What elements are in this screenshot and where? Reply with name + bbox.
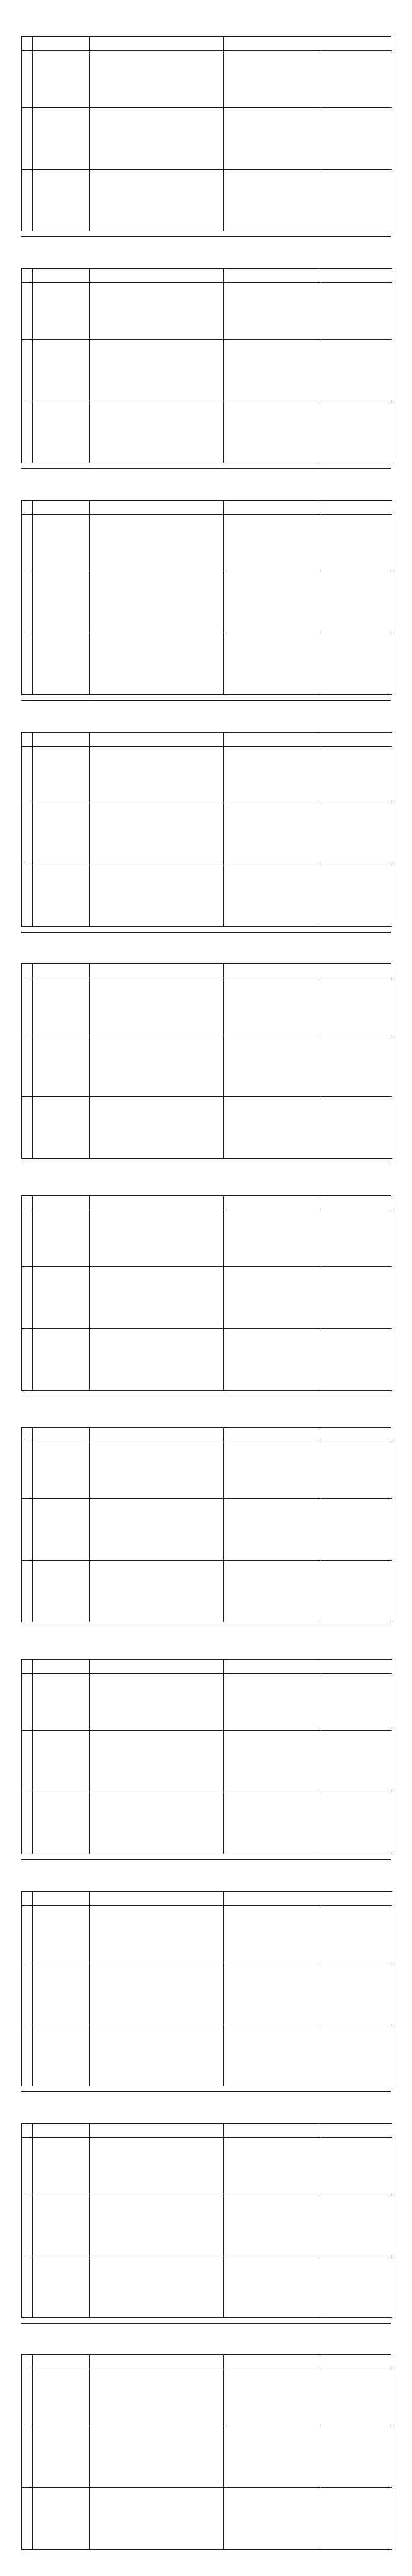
table-cell: [33, 1267, 90, 1329]
table-cell: [90, 1329, 224, 1391]
document-page: [21, 1195, 391, 1396]
table-cell: [321, 170, 392, 231]
table-column-header: [33, 1660, 90, 1674]
table-column-header: [33, 2355, 90, 2369]
table-cell: [22, 515, 33, 571]
table-row: [22, 865, 392, 927]
document-page: [21, 2123, 391, 2324]
table-header-row: [22, 37, 392, 51]
table-cell: [22, 283, 33, 340]
table-cell: [33, 515, 90, 571]
table-cell: [321, 1267, 392, 1329]
table-cell: [90, 2488, 224, 2550]
table-column-header: [90, 1428, 224, 1442]
table-row: [22, 1731, 392, 1792]
table-column-header: [33, 2124, 90, 2138]
table-row: [22, 1906, 392, 1962]
table-cell: [321, 1329, 392, 1391]
table-cell: [90, 1442, 224, 1499]
table-cell: [321, 2138, 392, 2194]
table-cell: [90, 1906, 224, 1962]
table-cell: [33, 865, 90, 927]
table-row: [22, 2369, 392, 2426]
table-cell: [33, 2138, 90, 2194]
table-cell: [90, 1731, 224, 1792]
table-column-header: [321, 2124, 392, 2138]
table-cell: [224, 2194, 321, 2256]
table-cell: [22, 2426, 33, 2488]
table-cell: [224, 1561, 321, 1622]
page-content: [21, 2123, 391, 2323]
table-cell: [33, 401, 90, 463]
table-column-header: [224, 37, 321, 51]
page-content: [21, 1196, 391, 1396]
table-cell: [22, 2256, 33, 2318]
table-cell: [321, 2256, 392, 2318]
table-cell: [22, 747, 33, 803]
table-cell: [321, 1499, 392, 1561]
regulation-table: [21, 1891, 392, 2086]
table-cell: [90, 1561, 224, 1622]
document-page: [21, 36, 391, 237]
table-cell: [224, 340, 321, 401]
table-cell: [33, 978, 90, 1035]
table-column-header: [321, 1196, 392, 1210]
table-row: [22, 283, 392, 340]
table-row: [22, 1561, 392, 1622]
table-column-header: [224, 1892, 321, 1906]
table-column-header: [22, 2355, 33, 2369]
document-page: [21, 1891, 391, 2092]
table-cell: [90, 978, 224, 1035]
table-row: [22, 2138, 392, 2194]
table-row: [22, 1035, 392, 1097]
table-cell: [90, 803, 224, 865]
table-cell: [33, 571, 90, 633]
page-content: [21, 1659, 391, 1859]
table-cell: [321, 1792, 392, 1854]
table-cell: [90, 51, 224, 108]
table-row: [22, 1674, 392, 1731]
table-row: [22, 1792, 392, 1854]
table-cell: [321, 1906, 392, 1962]
table-cell: [321, 1674, 392, 1731]
table-row: [22, 571, 392, 633]
table-column-header: [90, 2124, 224, 2138]
table-cell: [33, 108, 90, 170]
regulation-table: [21, 2123, 392, 2318]
table-column-header: [90, 1892, 224, 1906]
regulation-table: [21, 2355, 392, 2550]
table-cell: [321, 1561, 392, 1622]
table-cell: [321, 1097, 392, 1159]
table-column-header: [321, 1660, 392, 1674]
table-cell: [90, 2138, 224, 2194]
table-row: [22, 633, 392, 695]
table-cell: [321, 747, 392, 803]
table-cell: [33, 2426, 90, 2488]
regulation-table: [21, 268, 392, 463]
table-cell: [33, 2488, 90, 2550]
table-column-header: [321, 1892, 392, 1906]
table-row: [22, 1442, 392, 1499]
table-cell: [22, 2138, 33, 2194]
table-cell: [321, 633, 392, 695]
table-cell: [33, 51, 90, 108]
table-cell: [321, 283, 392, 340]
table-cell: [224, 1906, 321, 1962]
table-cell: [224, 1267, 321, 1329]
table-column-header: [224, 964, 321, 978]
table-cell: [90, 865, 224, 927]
table-cell: [90, 633, 224, 695]
document-header: [0, 0, 412, 32]
table-cell: [22, 633, 33, 695]
table-cell: [321, 1962, 392, 2024]
table-cell: [90, 2024, 224, 2086]
table-row: [22, 1097, 392, 1159]
table-cell: [321, 1731, 392, 1792]
table-cell: [224, 865, 321, 927]
page-content: [21, 37, 391, 236]
table-cell: [22, 108, 33, 170]
table-cell: [33, 1329, 90, 1391]
regulation-table: [21, 1659, 392, 1854]
table-cell: [33, 1097, 90, 1159]
table-cell: [22, 1329, 33, 1391]
table-column-header: [224, 269, 321, 283]
table-row: [22, 515, 392, 571]
table-cell: [224, 2369, 321, 2426]
table-cell: [33, 803, 90, 865]
table-cell: [33, 747, 90, 803]
table-cell: [90, 747, 224, 803]
table-cell: [22, 1906, 33, 1962]
table-row: [22, 51, 392, 108]
table-cell: [90, 283, 224, 340]
table-cell: [33, 1442, 90, 1499]
table-header-row: [22, 501, 392, 515]
regulation-table: [21, 500, 392, 695]
table-cell: [224, 633, 321, 695]
table-column-header: [22, 733, 33, 747]
table-cell: [224, 1329, 321, 1391]
regulation-table: [21, 1428, 392, 1622]
document-page: [21, 268, 391, 469]
table-cell: [224, 747, 321, 803]
regulation-table: [21, 732, 392, 927]
table-cell: [224, 1442, 321, 1499]
table-cell: [33, 283, 90, 340]
table-cell: [22, 51, 33, 108]
table-column-header: [321, 37, 392, 51]
table-cell: [22, 803, 33, 865]
document-pages: [0, 36, 412, 2576]
table-column-header: [22, 2124, 33, 2138]
table-cell: [33, 2024, 90, 2086]
table-cell: [90, 2426, 224, 2488]
table-cell: [22, 1035, 33, 1097]
table-cell: [33, 340, 90, 401]
table-column-header: [321, 733, 392, 747]
page-content: [21, 2355, 391, 2555]
table-column-header: [321, 269, 392, 283]
regulation-table: [21, 964, 392, 1159]
table-column-header: [33, 37, 90, 51]
table-cell: [224, 978, 321, 1035]
table-cell: [321, 2488, 392, 2550]
table-row: [22, 978, 392, 1035]
table-cell: [321, 2369, 392, 2426]
table-cell: [224, 108, 321, 170]
table-row: [22, 108, 392, 170]
table-cell: [22, 571, 33, 633]
table-column-header: [321, 1428, 392, 1442]
table-header-row: [22, 1660, 392, 1674]
table-column-header: [22, 1660, 33, 1674]
table-row: [22, 803, 392, 865]
table-cell: [224, 2426, 321, 2488]
table-cell: [22, 340, 33, 401]
table-column-header: [321, 2355, 392, 2369]
table-cell: [22, 1792, 33, 1854]
table-cell: [22, 1731, 33, 1792]
table-header-row: [22, 269, 392, 283]
table-cell: [90, 2256, 224, 2318]
table-column-header: [22, 1428, 33, 1442]
table-cell: [90, 1210, 224, 1267]
table-row: [22, 2256, 392, 2318]
table-cell: [224, 1731, 321, 1792]
table-row: [22, 1210, 392, 1267]
table-cell: [321, 401, 392, 463]
table-cell: [321, 2194, 392, 2256]
table-cell: [321, 515, 392, 571]
table-cell: [33, 170, 90, 231]
table-header-row: [22, 1892, 392, 1906]
table-cell: [33, 2256, 90, 2318]
table-cell: [33, 1962, 90, 2024]
table-cell: [224, 170, 321, 231]
page-content: [21, 500, 391, 700]
table-row: [22, 2488, 392, 2550]
table-cell: [321, 978, 392, 1035]
table-row: [22, 170, 392, 231]
table-cell: [90, 1035, 224, 1097]
table-column-header: [33, 269, 90, 283]
table-column-header: [224, 733, 321, 747]
table-cell: [224, 1792, 321, 1854]
table-cell: [224, 1674, 321, 1731]
table-cell: [321, 1442, 392, 1499]
table-cell: [22, 2488, 33, 2550]
table-row: [22, 1499, 392, 1561]
table-header-row: [22, 2355, 392, 2369]
table-column-header: [22, 37, 33, 51]
table-row: [22, 340, 392, 401]
table-cell: [33, 1499, 90, 1561]
page-content: [21, 1428, 391, 1628]
table-cell: [90, 401, 224, 463]
table-cell: [22, 865, 33, 927]
table-cell: [22, 1442, 33, 1499]
table-column-header: [90, 2355, 224, 2369]
table-header-row: [22, 2124, 392, 2138]
table-row: [22, 747, 392, 803]
table-column-header: [33, 733, 90, 747]
table-cell: [33, 1906, 90, 1962]
table-cell: [90, 2369, 224, 2426]
table-cell: [33, 1210, 90, 1267]
table-column-header: [33, 1428, 90, 1442]
table-cell: [224, 2024, 321, 2086]
table-cell: [224, 1962, 321, 2024]
table-cell: [224, 1499, 321, 1561]
table-cell: [22, 1097, 33, 1159]
table-cell: [90, 1499, 224, 1561]
table-header-row: [22, 964, 392, 978]
regulation-table: [21, 1196, 392, 1391]
page-content: [21, 732, 391, 932]
table-row: [22, 1267, 392, 1329]
table-cell: [22, 170, 33, 231]
table-cell: [321, 1210, 392, 1267]
table-column-header: [33, 964, 90, 978]
table-column-header: [90, 1660, 224, 1674]
table-cell: [224, 2488, 321, 2550]
table-cell: [224, 571, 321, 633]
table-row: [22, 401, 392, 463]
page-content: [21, 268, 391, 468]
table-cell: [90, 1674, 224, 1731]
table-cell: [90, 1962, 224, 2024]
table-cell: [22, 1210, 33, 1267]
document-page: [21, 732, 391, 933]
table-cell: [33, 1674, 90, 1731]
table-column-header: [224, 1196, 321, 1210]
table-cell: [224, 2256, 321, 2318]
table-cell: [321, 2426, 392, 2488]
document-page: [21, 1659, 391, 1860]
table-cell: [224, 1097, 321, 1159]
table-cell: [90, 1792, 224, 1854]
table-cell: [224, 803, 321, 865]
table-cell: [224, 51, 321, 108]
table-cell: [224, 1210, 321, 1267]
table-cell: [90, 515, 224, 571]
document-page: [21, 2354, 391, 2555]
table-cell: [22, 1267, 33, 1329]
table-header-row: [22, 1428, 392, 1442]
table-column-header: [90, 269, 224, 283]
table-cell: [22, 1561, 33, 1622]
table-cell: [33, 1561, 90, 1622]
document-page: [21, 500, 391, 701]
table-column-header: [22, 501, 33, 515]
table-row: [22, 2194, 392, 2256]
table-cell: [22, 2194, 33, 2256]
table-column-header: [22, 964, 33, 978]
table-cell: [22, 1962, 33, 2024]
table-cell: [90, 108, 224, 170]
document-page: [21, 963, 391, 1164]
table-header-row: [22, 1196, 392, 1210]
table-cell: [321, 108, 392, 170]
table-column-header: [90, 1196, 224, 1210]
table-cell: [33, 2369, 90, 2426]
table-column-header: [33, 501, 90, 515]
table-cell: [224, 1035, 321, 1097]
table-cell: [321, 803, 392, 865]
table-column-header: [224, 501, 321, 515]
table-column-header: [90, 501, 224, 515]
table-column-header: [321, 964, 392, 978]
table-cell: [90, 1267, 224, 1329]
page-content: [21, 964, 391, 1164]
table-row: [22, 1329, 392, 1391]
table-column-header: [321, 501, 392, 515]
table-header-row: [22, 733, 392, 747]
table-row: [22, 1962, 392, 2024]
table-column-header: [224, 1428, 321, 1442]
table-row: [22, 2426, 392, 2488]
table-cell: [321, 571, 392, 633]
table-column-header: [224, 2124, 321, 2138]
table-cell: [90, 2194, 224, 2256]
table-cell: [22, 1499, 33, 1561]
table-cell: [90, 571, 224, 633]
table-cell: [33, 2194, 90, 2256]
table-cell: [22, 2369, 33, 2426]
table-column-header: [224, 2355, 321, 2369]
table-column-header: [22, 1892, 33, 1906]
table-cell: [22, 2024, 33, 2086]
table-cell: [22, 1674, 33, 1731]
table-column-header: [90, 37, 224, 51]
table-column-header: [22, 1196, 33, 1210]
table-cell: [224, 401, 321, 463]
table-cell: [321, 1035, 392, 1097]
table-cell: [90, 340, 224, 401]
table-cell: [90, 1097, 224, 1159]
page-content: [21, 1891, 391, 2091]
table-cell: [22, 978, 33, 1035]
table-cell: [33, 1035, 90, 1097]
table-cell: [33, 633, 90, 695]
table-cell: [321, 2024, 392, 2086]
document-page: [21, 1427, 391, 1628]
table-cell: [224, 283, 321, 340]
table-column-header: [22, 269, 33, 283]
regulation-table: [21, 37, 392, 231]
table-cell: [33, 1792, 90, 1854]
table-column-header: [224, 1660, 321, 1674]
table-cell: [321, 51, 392, 108]
table-cell: [224, 2138, 321, 2194]
table-column-header: [33, 1892, 90, 1906]
table-cell: [224, 515, 321, 571]
table-cell: [22, 401, 33, 463]
table-column-header: [33, 1196, 90, 1210]
table-cell: [321, 865, 392, 927]
table-column-header: [90, 964, 224, 978]
table-column-header: [90, 733, 224, 747]
table-cell: [33, 1731, 90, 1792]
table-cell: [90, 170, 224, 231]
table-cell: [321, 340, 392, 401]
table-row: [22, 2024, 392, 2086]
